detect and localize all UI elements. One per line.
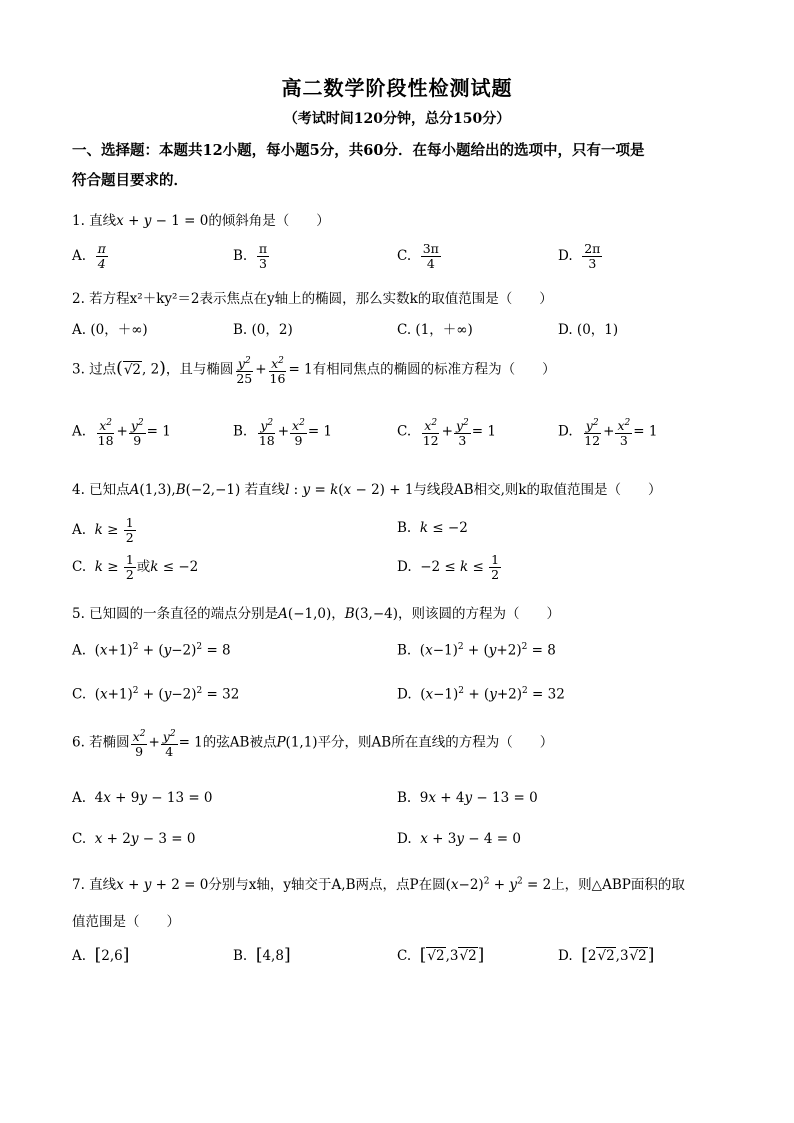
question-4: 4. 已知点A(1,3),B(−2,−1) 若直线l : y = k(x − 2) + 1与线段AB相交,则k的取值范围是（ ） bbox=[72, 482, 662, 498]
question-3-option-b: B. $\frac{y^2}{18}$ + $\frac{x^2}{9}$ = 1 bbox=[233, 418, 333, 449]
question-6-option-b: B. 9x + 4y − 13 = 0 bbox=[397, 790, 538, 806]
section-heading bbox=[72, 136, 732, 196]
question-7-option-d: D. [2√2,3√2] bbox=[558, 945, 655, 965]
question-7: 7. 直线x + y + 2 = 0分别与x轴，y轴交于A,B两点，点P在圆$(x-2)^2 + y^2 = 2$上，则△ABP面积的取 bbox=[72, 876, 685, 893]
question-1-option-c: C. $\frac{3\pi}{4}$ bbox=[397, 241, 439, 271]
question-1-option-a: A. $\frac{\pi}{4}$ bbox=[72, 241, 106, 271]
question-5-option-b: B. $(x-1)^2 + (y+2)^2 = 8$ bbox=[397, 642, 556, 659]
question-5: 5. 已知圆的一条直径的端点分别是A(−1,0)，B(3,−4)，则该圆的方程为（ ） bbox=[72, 606, 560, 622]
question-3-option-d: D. $\frac{y^2}{12}$ + $\frac{x^2}{3}$ = 1 bbox=[558, 418, 658, 449]
question-1-post: 的倾斜角是（ ） bbox=[208, 213, 330, 229]
question-3-option-c: C. $\frac{x^2}{12}$ + $\frac{y^2}{3}$ = 1 bbox=[397, 418, 496, 449]
question-7-option-c: C. [√2,3√2] bbox=[397, 945, 485, 965]
question-4-option-a: A. k ≥ $\frac{1}{2}$ bbox=[72, 515, 134, 545]
question-2-option-a: A. (0，＋∞) bbox=[72, 322, 148, 338]
question-2-option-b: B. (0，2) bbox=[233, 322, 293, 338]
section-heading-line2: 符合题目要求的． bbox=[72, 172, 188, 189]
question-6-option-c: C. x + 2y − 3 = 0 bbox=[72, 831, 196, 847]
question-1-option-d: D. $\frac{2\pi}{3}$ bbox=[558, 241, 601, 271]
question-6-option-d: D. x + 3y − 4 = 0 bbox=[397, 831, 521, 847]
page-title: 高二数学阶段性检测试题 bbox=[281, 76, 513, 100]
question-2: 2. 若方程x²＋ky²＝2表示焦点在y轴上的椭圆，那么实数k的取值范围是（ ） bbox=[72, 291, 553, 307]
question-4-option-c: C. k ≥ $\frac{1}{2}$ 或k ≤ −2 bbox=[72, 552, 199, 582]
question-3: 3. 过点(√2, 2)，且与椭圆 $\frac{y^2}{25}$ + $\frac{x^2}{16}$ = 1有相同焦点的椭圆的标准方程为（ ） bbox=[72, 356, 556, 387]
question-4-option-b: B. k ≤ −2 bbox=[397, 520, 468, 536]
question-7-line2: 值范围是（ ） bbox=[72, 914, 180, 930]
section-heading-line1: 一、选择题：本题共12小题，每小题5分，共60分．在每小题给出的选项中，只有一项是 bbox=[72, 142, 645, 159]
question-7-option-b: B. [4,8] bbox=[233, 945, 291, 965]
question-2-option-c: C. (1，＋∞) bbox=[397, 322, 473, 338]
question-3-option-a: A. $\frac{x^2}{18}$ + $\frac{y^2}{9}$ = 1 bbox=[72, 418, 171, 449]
question-1-math: x bbox=[116, 213, 124, 229]
exam-subtitle: （考试时间120分钟，总分150分） bbox=[283, 111, 511, 127]
question-2-option-d: D. (0，1) bbox=[558, 322, 619, 338]
question-5-option-d: D. $(x-1)^2 + (y+2)^2 = 32$ bbox=[397, 686, 565, 703]
question-4-option-d: D. −2 ≤ k ≤ $\frac{1}{2}$ bbox=[397, 552, 500, 582]
question-6: 6. 若椭圆 $\frac{x^2}{9}$ + $\frac{y^2}{4}$ = 1的弦AB被点P(1,1)平分，则AB所在直线的方程为（ ） bbox=[72, 729, 554, 760]
question-5-option-a: A. $(x+1)^2 + (y-2)^2 = 8$ bbox=[72, 642, 231, 659]
question-1-option-b: B. $\frac{\pi}{3}$ bbox=[233, 241, 268, 271]
question-7-option-a: A. [2,6] bbox=[72, 945, 130, 965]
question-6-option-a: A. 4x + 9y − 13 = 0 bbox=[72, 790, 213, 806]
question-1-pre: 1. 直线 bbox=[72, 213, 117, 229]
question-1: 1. 直线x + y − 1 = 0的倾斜角是（ ） bbox=[72, 213, 330, 229]
question-5-option-c: C. $(x+1)^2 + (y-2)^2 = 32$ bbox=[72, 686, 240, 703]
